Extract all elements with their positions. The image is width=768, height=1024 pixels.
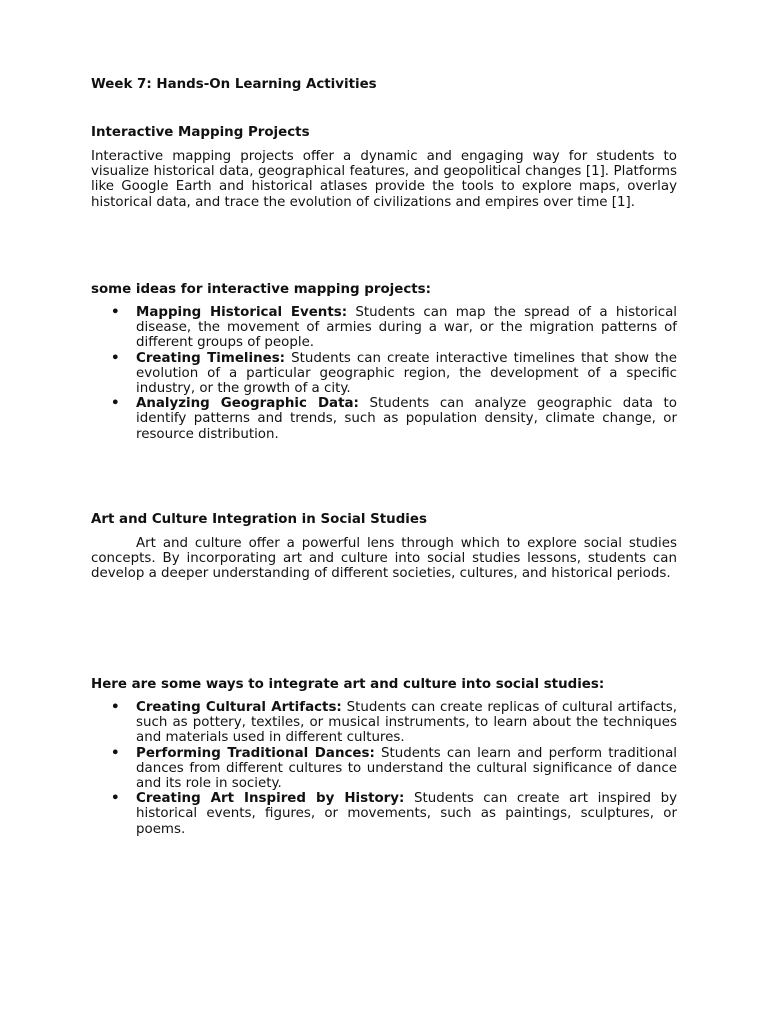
bullet-icon: •: [111, 745, 120, 761]
list-item: [91, 700, 677, 746]
list-item-term: Performing Traditional Dances:: [136, 745, 375, 761]
list-item-term: Creating Timelines:: [136, 350, 286, 366]
list-item-text: Students can create interactive timelines that show the evolution of a particular geographic region, the development of a specific industry, or the growth of a city.: [136, 350, 677, 397]
bullet-icon: •: [111, 350, 120, 366]
list-item-text: Students can analyze geographic data to identify patterns and trends, such as population density, climate change, or resource distribution.: [136, 396, 677, 442]
list-item: [91, 351, 677, 397]
section-paragraph-mapping: [91, 149, 677, 210]
list-item-text: Students can learn and perform traditional dances from different cultures to understand the cultural significance of dance and its role in society.: [136, 745, 677, 792]
bullet-list-mapping: [91, 305, 677, 442]
list-item-term: Creating Cultural Artifacts:: [136, 700, 342, 715]
section-heading-art-culture: Art and Culture Integration in Social Studies: [91, 512, 427, 527]
list-item: [91, 746, 677, 792]
bullet-icon: •: [111, 791, 120, 807]
list-item-term: Mapping Historical Events:: [136, 305, 348, 320]
list-intro-art-culture: Here are some ways to integrate art and culture into social studies:: [91, 677, 605, 692]
list-item-text: Students can map the spread of a historical disease, the movement of armies during a war, or the migration patterns of different groups of people.: [136, 305, 678, 351]
paragraph-text: Art and culture offer a powerful lens through which to explore social studies concepts. By incorporating art and culture into social studies lessons, students can develop a deeper understanding of different societies, cultures, and historical periods.: [91, 536, 677, 582]
list-item-term: Creating Art Inspired by History:: [136, 791, 405, 807]
section-paragraph-art-culture: [91, 536, 677, 582]
list-item: [91, 396, 677, 442]
list-intro-mapping: some ideas for interactive mapping projects:: [91, 282, 431, 297]
list-item-text: Students can create replicas of cultural artifacts, such as pottery, textiles, or musical instruments, to learn about the techniques and materials used in different cultures.: [136, 700, 677, 746]
bullet-icon: •: [111, 305, 120, 320]
section-heading-mapping: Interactive Mapping Projects: [91, 125, 310, 140]
list-item-term: Analyzing Geographic Data:: [136, 396, 359, 412]
paragraph-text: Interactive mapping projects offer a dynamic and engaging way for students to visualize historical data, geographical features, and geopolitical changes [1]. Platforms like Google Earth and historical atlases provide the tools to explore maps, overlay historical data, and trace the evolution of civilizations and empires over time [1].: [91, 149, 677, 210]
list-item-text: Students can create art inspired by historical events, figures, or movements, such as paintings, sculptures, or poems.: [136, 791, 677, 837]
list-item: [91, 791, 677, 837]
list-item: [91, 305, 677, 351]
bullet-list-art-culture: [91, 700, 677, 837]
document-title: Week 7: Hands-On Learning Activities: [91, 77, 377, 92]
bullet-icon: •: [111, 396, 120, 412]
bullet-icon: •: [111, 700, 120, 715]
